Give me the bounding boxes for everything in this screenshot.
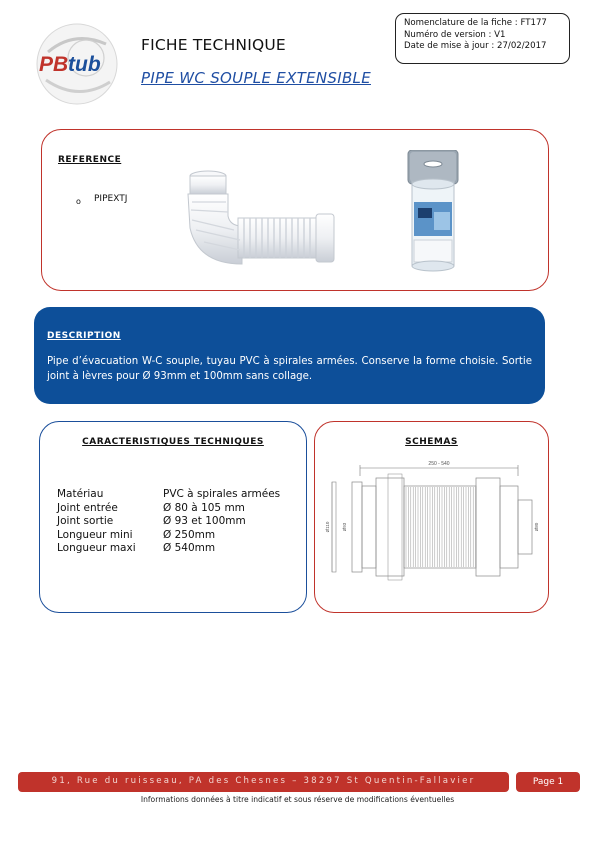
svg-text:PB: PB	[39, 53, 69, 76]
pbtub-logo	[34, 22, 120, 106]
svg-text:tub: tub	[68, 53, 101, 76]
dim-d80-label: Ø80	[534, 522, 539, 532]
spec-row	[57, 488, 280, 502]
reference-item: PIPEXTJ	[94, 194, 128, 204]
spec-row	[57, 515, 280, 529]
spec-row	[57, 502, 280, 516]
characteristics-heading: CARACTERISTIQUES TECHNIQUES	[82, 437, 264, 447]
product-packaging-image	[402, 150, 464, 272]
spec-label: Matériau	[57, 488, 104, 500]
update-date-text: Date de mise à jour : 27/02/2017	[404, 41, 547, 51]
spec-value: PVC à spirales armées	[163, 488, 281, 500]
dim-length-label: 250 - 540	[428, 461, 450, 467]
page-title: FICHE TECHNIQUE	[141, 36, 286, 54]
product-title: PIPE WC SOUPLE EXTENSIBLE	[141, 69, 371, 87]
schema-heading: SCHEMAS	[405, 437, 458, 447]
page-number: Page 1	[516, 772, 580, 792]
description-heading: DESCRIPTION	[47, 331, 121, 341]
disclaimer-note: Informations données à titre indicatif et sous réserve de modifications éventuelles	[140, 795, 455, 804]
nomenclature-text: Nomenclature de la fiche : FT177	[404, 18, 547, 28]
version-text: Numéro de version : V1	[404, 29, 506, 40]
dim-d110-label: Ø110	[325, 521, 330, 533]
spec-label: Joint sortie	[57, 515, 114, 528]
spec-label: Longueur mini	[57, 528, 133, 541]
spec-value: Ø 540mm	[163, 542, 216, 555]
spec-row	[57, 542, 280, 556]
spec-label: Longueur maxi	[57, 542, 136, 555]
bullet-icon: o	[76, 197, 81, 206]
spec-row	[57, 529, 280, 543]
spec-label: Joint entrée	[57, 501, 118, 514]
document-meta-box	[395, 13, 570, 64]
spec-table	[57, 488, 280, 556]
flexible-pipe-image	[178, 168, 338, 270]
reference-heading: REFERENCE	[58, 155, 122, 165]
dim-d93-label: Ø93	[342, 522, 347, 532]
technical-drawing	[322, 456, 544, 584]
spec-value: Ø 250mm	[163, 528, 216, 541]
spec-value: Ø 80 à 105 mm	[163, 501, 245, 514]
spec-value: Ø 93 et 100mm	[163, 515, 246, 528]
description-text: Pipe d’évacuation W-C souple, tuyau PVC à spirales armées. Conserve la forme choisie. Sortie joint à lèvres pour Ø 93mm et 100mm sans collage.	[47, 356, 532, 382]
company-address: 91, Rue du ruisseau, PA des Chesnes – 38297 St Quentin-Fallavier	[51, 776, 476, 786]
